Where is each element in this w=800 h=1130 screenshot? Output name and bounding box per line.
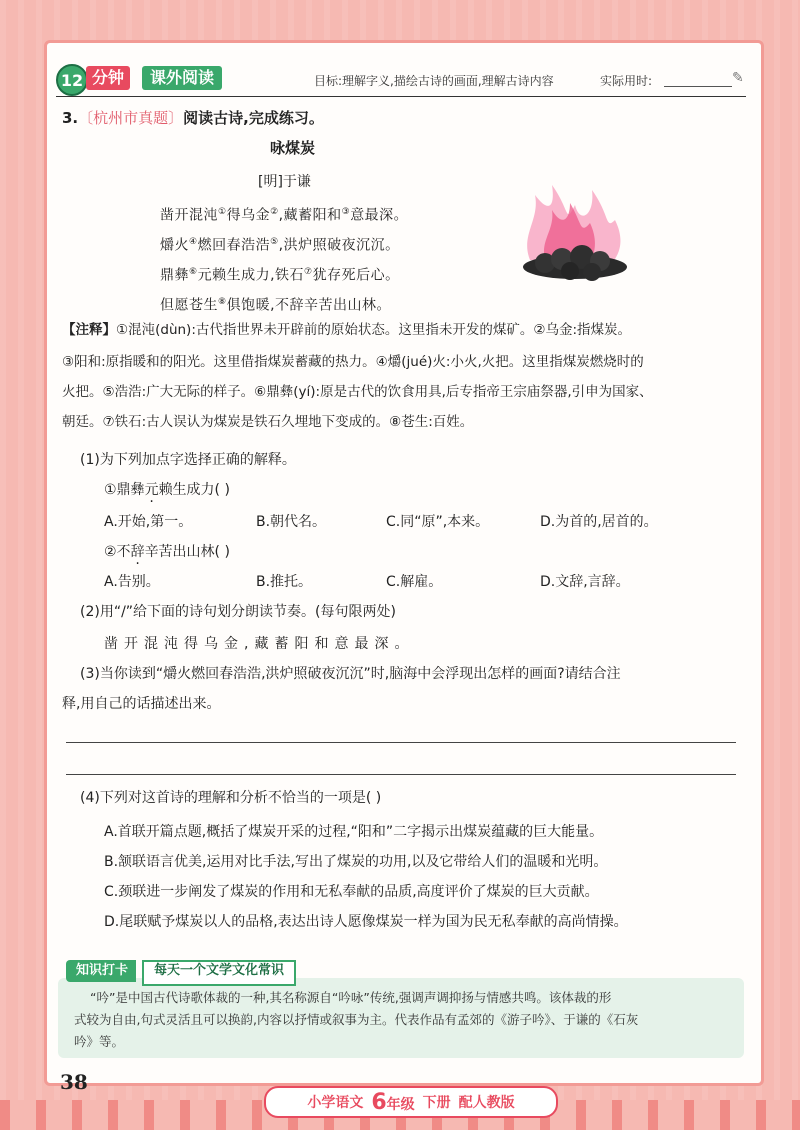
header-goal: 目标:理解字义,描绘古诗的画面,理解古诗内容 (314, 74, 554, 88)
notes-line: 朝廷。⑦铁石:古人误认为煤炭是铁石久埋地下变成的。⑧苍生:百姓。 (62, 414, 474, 430)
badge-number: 12 (56, 64, 88, 96)
poem-line: 但愿苍生⑧俱饱暖,不辞辛苦出山林。 (160, 297, 392, 314)
notes-line: 【注释】①混沌(dùn):古代指世界未开辟前的原始状态。这里指未开发的煤矿。②乌金:指煤炭。 (62, 322, 632, 338)
answer-line[interactable] (66, 742, 736, 743)
knowledge-text: “吟”是中国古代诗歌体裁的一种,其名称源自“吟咏”传统,强调声调抑扬与情感共鸣。该体裁的形 (90, 990, 612, 1005)
q4-option[interactable]: D.尾联赋予煤炭以人的品格,表达出诗人愿像煤炭一样为国为民无私奉献的高尚情操。 (104, 914, 628, 930)
poem-line: 爝火④燃回春浩浩⑤,洪炉照破夜沉沉。 (160, 237, 400, 254)
footer-subject: 小学语文 (307, 1095, 364, 1111)
knowledge-tab: 知识打卡 (66, 960, 136, 982)
q4-option[interactable]: A.首联开篇点题,概括了煤炭开采的过程,“阳和”二字揭示出煤炭蕴藏的巨大能量。 (104, 824, 604, 840)
knowledge-text: 式较为自由,句式灵活且可以换韵,内容以抒情或叙事为主。代表作品有孟郊的《游子吟》、于谦的《石灰 (74, 1012, 639, 1027)
time-label: 实际用时: (600, 74, 653, 88)
question-tag: 〔杭州市真题〕 (78, 109, 184, 127)
q1-sub2-option[interactable]: B.推托。 (256, 574, 313, 590)
q1-sub1-option[interactable]: B.朝代名。 (256, 514, 327, 530)
footer-grade-suffix: 年级 (386, 1096, 415, 1113)
knowledge-subtitle: 每天一个文学文化常识 (142, 960, 296, 986)
header-divider (56, 96, 746, 97)
question-instruction: 阅读古诗,完成练习。 (183, 109, 324, 127)
footer-grade-number: 6 (371, 1089, 387, 1115)
page-number: 38 (60, 1070, 88, 1094)
badge-title: 课外阅读 (142, 66, 222, 90)
knowledge-card (58, 960, 744, 1060)
pencil-icon: ✎ (732, 70, 744, 86)
poem-line: 凿开混沌①得乌金②,藏蓄阳和③意最深。 (160, 207, 409, 224)
footer-volume: 下册 (422, 1095, 451, 1111)
q4-option[interactable]: B.颔联语言优美,运用对比手法,写出了煤炭的功用,以及它带给人们的温暖和光明。 (104, 854, 608, 870)
question-title (62, 108, 324, 128)
q1-sub1-option[interactable]: C.同“原”,本来。 (386, 514, 490, 530)
section-header (56, 60, 746, 96)
badge-minutes: 分钟 (86, 66, 130, 90)
question-number: 3. (62, 109, 79, 127)
q1-stem: (1)为下列加点字选择正确的解释。 (80, 452, 296, 468)
q2-line[interactable]: 凿开混沌得乌金,藏蓄阳和意最深。 (104, 636, 415, 652)
notes-line: 火把。⑤浩浩:广大无际的样子。⑥鼎彝(yí):原是古代的饮食用具,后专指帝王宗庙祭器,引申为国家、 (62, 384, 653, 400)
footer-banner (264, 1086, 558, 1118)
q2-stem: (2)用“/”给下面的诗句划分朗读节奏。(每句限两处) (80, 604, 396, 620)
poem-author: [明]于谦 (258, 174, 311, 190)
q1-sub2-option[interactable]: A.告别。 (104, 574, 160, 590)
knowledge-text: 吟》等。 (74, 1034, 125, 1049)
q4-option[interactable]: C.颈联进一步阐发了煤炭的作用和无私奉献的品质,高度评价了煤炭的巨大贡献。 (104, 884, 599, 900)
poem-title: 咏煤炭 (270, 139, 316, 157)
notes-line: ③阳和:原指暖和的阳光。这里借指煤炭蓄藏的热力。④爝(jué)火:小火,火把。这里指煤炭燃烧时的 (62, 354, 644, 370)
burning-coal-illustration (500, 175, 650, 285)
q1-sub2-option[interactable]: C.解雇。 (386, 574, 443, 590)
q3-stem: (3)当你读到“爝火燃回春浩浩,洪炉照破夜沉沉”时,脑海中会浮现出怎样的画面?请结合注 (80, 666, 621, 682)
footer-edition: 配人教版 (458, 1095, 515, 1111)
q4-stem: (4)下列对这首诗的理解和分析不恰当的一项是( ) (80, 790, 382, 806)
q1-sub2: ②不辞辛苦出山林( ) (104, 544, 230, 560)
poem-line: 鼎彝⑥元赖生成力,铁石⑦犹存死后心。 (160, 267, 400, 284)
answer-line[interactable] (66, 774, 736, 775)
q3-stem-cont: 释,用自己的话描述出来。 (62, 696, 221, 712)
q1-sub1: ①鼎彝元赖生成力( ) (104, 482, 230, 498)
q1-sub2-option[interactable]: D.文辞,言辞。 (540, 574, 630, 590)
q1-sub1-option[interactable]: A.开始,第一。 (104, 514, 193, 530)
q1-sub1-option[interactable]: D.为首的,居首的。 (540, 514, 658, 530)
time-blank[interactable] (664, 86, 732, 87)
